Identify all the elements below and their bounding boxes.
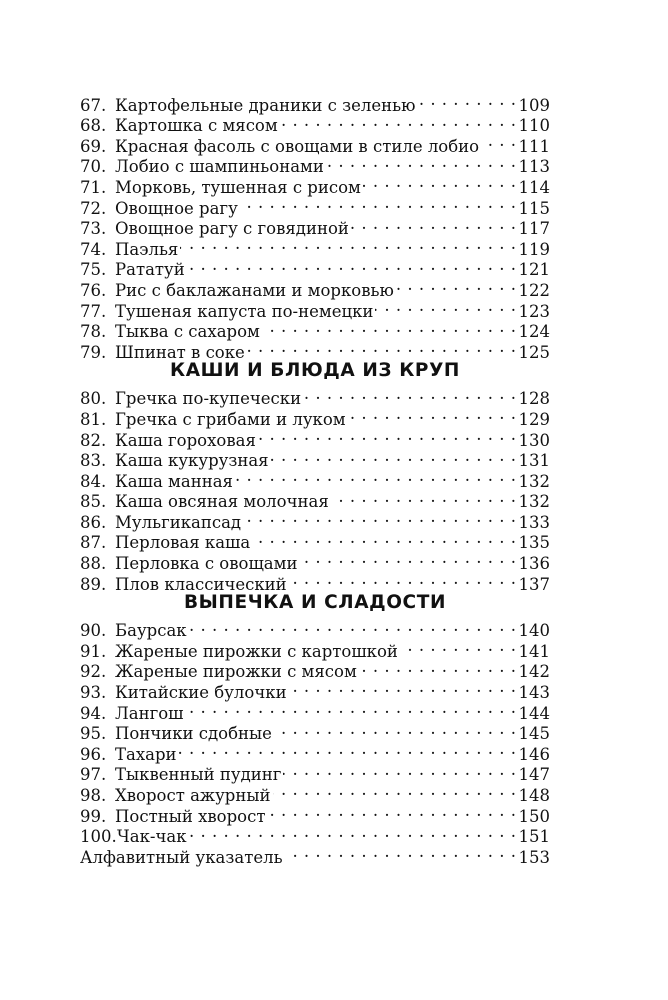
dot-leader (417, 90, 516, 111)
dot-leader (187, 255, 517, 276)
dot-leader (262, 317, 517, 338)
toc-entry-title: Чак-чак (117, 827, 187, 847)
dot-leader (271, 446, 517, 467)
toc-entry-title: Тушеная капуста по-немецки (115, 301, 374, 321)
dot-leader (179, 739, 517, 760)
toc-entry-title: Красная фасоль с овощами в стиле лобио (115, 136, 480, 156)
toc-entry-page-number: 132 (518, 471, 550, 491)
toc-entry-number: 100. (80, 827, 117, 847)
toc-entry-number: 99. (80, 806, 107, 826)
toc-entry-page-number: 110 (518, 116, 550, 136)
toc-entry-title: Овощное рагу (115, 198, 238, 218)
toc-entry-number: 93. (80, 683, 107, 703)
toc-entry-number: 69. (80, 136, 107, 156)
dot-leader (303, 384, 516, 405)
section-heading-baking: ВЫПЕЧКА И СЛАДОСТИ (183, 591, 447, 613)
toc-entry-number: 81. (80, 409, 107, 429)
toc-entry-number: 75. (80, 260, 107, 280)
toc-entry-page-number: 144 (518, 703, 550, 723)
toc-entry-number: 85. (80, 492, 107, 512)
toc-entry-number: 70. (80, 157, 107, 177)
toc-entry-number: 88. (80, 554, 107, 574)
toc-entry-page-number: 145 (518, 724, 550, 744)
toc-entry-title: Жареные пирожки с картошкой (115, 641, 398, 661)
toc-entry-page-number: 130 (518, 430, 550, 450)
dot-leader (375, 296, 516, 317)
toc-entry-number: 86. (80, 512, 107, 532)
dot-leader (326, 152, 517, 173)
toc-entry-page-number: 143 (518, 683, 550, 703)
toc-entry-title: Каша гороховая (115, 430, 256, 450)
toc-entry-title: Мульгикапсад (115, 512, 242, 532)
toc-entry-page-number: 135 (518, 533, 550, 553)
toc-entry-title: Перловая каша (115, 533, 251, 553)
toc-entry-number: 94. (80, 703, 107, 723)
toc-entry-number: 80. (80, 389, 107, 409)
dot-leader (285, 842, 517, 863)
toc-entry-number: 92. (80, 662, 107, 682)
dot-leader (299, 548, 516, 569)
toc-entry-page-number: 113 (518, 157, 550, 177)
toc-entry-page-number: 124 (518, 322, 550, 342)
toc-entry-title: Гречка по-купечески (115, 389, 302, 409)
dot-leader (481, 131, 516, 152)
dot-leader (280, 111, 517, 132)
toc-entry-page-number: 128 (518, 389, 550, 409)
toc-entry (80, 384, 550, 409)
dot-leader (273, 780, 517, 801)
toc-entry-number: 95. (80, 724, 107, 744)
toc-entry-page-number: 109 (518, 95, 550, 115)
toc-entry-title: Картофельные драники с зеленью (115, 95, 416, 115)
toc-entry-number: 77. (80, 301, 107, 321)
toc-entry-page-number: 148 (518, 786, 550, 805)
dot-leader (359, 657, 517, 678)
toc-entry-page-number: 129 (518, 409, 550, 429)
toc-entry-number: 73. (80, 219, 107, 239)
toc-entry-page-number: 132 (518, 492, 550, 512)
toc-entry-page-number: 117 (518, 219, 550, 239)
section-heading-porridge: КАШИ И БЛЮДА ИЗ КРУП (169, 359, 461, 381)
toc-entry-title: Перловка с овощами (115, 554, 298, 574)
table-of-contents (80, 90, 550, 867)
toc-entry-title: Лангош (115, 703, 184, 723)
dot-leader (240, 193, 517, 214)
toc-entry-title: Жареные пирожки с мясом (115, 662, 357, 682)
dot-leader (235, 466, 517, 487)
toc-entry-number: 83. (80, 451, 107, 471)
dot-leader (400, 636, 517, 657)
toc-entry-title: Морковь, тушенная с рисом (115, 177, 361, 197)
toc-entry-number: 76. (80, 280, 107, 300)
dot-leader (189, 822, 517, 843)
toc-entry-number: 82. (80, 430, 107, 450)
toc-entry (80, 90, 550, 115)
toc-entry-number: 96. (80, 744, 107, 764)
toc-entry-number: 91. (80, 641, 107, 661)
dot-leader (289, 569, 517, 590)
toc-entry-title: Рататуй (115, 260, 185, 280)
toc-group-porridge (80, 384, 550, 594)
dot-leader (331, 487, 517, 508)
dot-leader (267, 801, 516, 822)
toc-entry-number: 89. (80, 574, 107, 594)
toc-entry-page-number: 141 (518, 641, 550, 661)
toc-entry-page-number: 111 (518, 136, 550, 156)
toc-group-vegetable-dishes (80, 90, 550, 362)
dot-leader (289, 677, 517, 698)
dot-leader (283, 760, 516, 781)
toc-entry-title: Китайские булочки (115, 683, 287, 703)
toc-entry-number: 68. (80, 116, 107, 136)
toc-entry-title: Овощное рагу с говядиной (115, 219, 349, 239)
toc-entry-page-number: 140 (518, 621, 550, 641)
toc-entry-title: Каша манная (115, 471, 233, 491)
dot-leader (274, 719, 517, 740)
dot-leader (396, 275, 517, 296)
toc-entry-number: 71. (80, 177, 107, 197)
toc-entry-page-number: 133 (518, 512, 550, 532)
toc-entry-title: Тыквенный пудинг (115, 765, 282, 785)
toc-entry-title: Алфавитный указатель (80, 847, 283, 867)
toc-entry-page-number: 115 (518, 198, 550, 218)
dot-leader (351, 214, 517, 235)
toc-entry-page-number: 142 (518, 662, 550, 682)
toc-entry-title: Каша овсяная молочная (115, 492, 329, 512)
toc-entry-page-number: 114 (518, 177, 550, 197)
dot-leader (247, 337, 517, 358)
dot-leader (252, 528, 516, 549)
toc-entry-number: 74. (80, 239, 107, 259)
toc-group-baking (80, 616, 550, 867)
toc-entry-title: Тахари (115, 744, 177, 764)
toc-entry-page-number: 119 (518, 239, 550, 259)
toc-entry-title: Каша кукурузная (115, 451, 269, 471)
toc-entry-page-number: 121 (518, 260, 550, 280)
toc-entry-title: Хворост ажурный (115, 786, 271, 805)
toc-entry-title: Гречка с грибами и луком (115, 409, 346, 429)
toc-entry-number: 72. (80, 198, 107, 218)
toc-entry-page-number: 136 (518, 554, 550, 574)
dot-leader (258, 425, 517, 446)
toc-entry-number: 87. (80, 533, 107, 553)
toc-entry-title: Баурсак (115, 621, 187, 641)
toc-entry-title: Постный хворост (115, 806, 266, 826)
dot-leader (189, 616, 517, 637)
toc-entry-number: 84. (80, 471, 107, 491)
toc-entry-page-number: 146 (518, 744, 550, 764)
toc-entry-page-number: 125 (518, 342, 550, 362)
toc-entry-title: Пончики сдобные (115, 724, 272, 744)
toc-entry-title: Шпинат в соке (115, 342, 245, 362)
toc-entry-page-number: 131 (518, 451, 550, 471)
toc-entry-title: Лобио с шампиньонами (115, 157, 324, 177)
toc-entry-number: 79. (80, 342, 107, 362)
dot-leader (363, 172, 517, 193)
dot-leader (243, 507, 516, 528)
toc-entry-number: 67. (80, 95, 107, 115)
dot-leader (348, 404, 517, 425)
toc-entry-title: Плов классический (115, 574, 287, 594)
toc-entry-title: Паэлья (115, 239, 179, 259)
dot-leader (186, 698, 517, 719)
toc-entry-title: Картошка с мясом (115, 116, 278, 136)
toc-entry-page-number: 137 (518, 574, 550, 594)
toc-entry-number: 97. (80, 765, 107, 785)
toc-entry-number: 98. (80, 786, 107, 805)
toc-entry-page-number: 123 (518, 301, 550, 321)
toc-entry-number: 78. (80, 322, 107, 342)
toc-entry-page-number: 122 (518, 280, 550, 300)
toc-entry-number: 90. (80, 621, 107, 641)
toc-entry (80, 616, 550, 641)
toc-entry-title: Рис с баклажанами и морковью (115, 280, 394, 300)
toc-entry-page-number: 150 (518, 806, 550, 826)
toc-entry-page-number: 147 (518, 765, 550, 785)
toc-entry-page-number: 153 (518, 847, 550, 867)
toc-entry-title: Тыква с сахаром (115, 322, 260, 342)
toc-entry-page-number: 151 (518, 827, 550, 847)
dot-leader (180, 234, 516, 255)
